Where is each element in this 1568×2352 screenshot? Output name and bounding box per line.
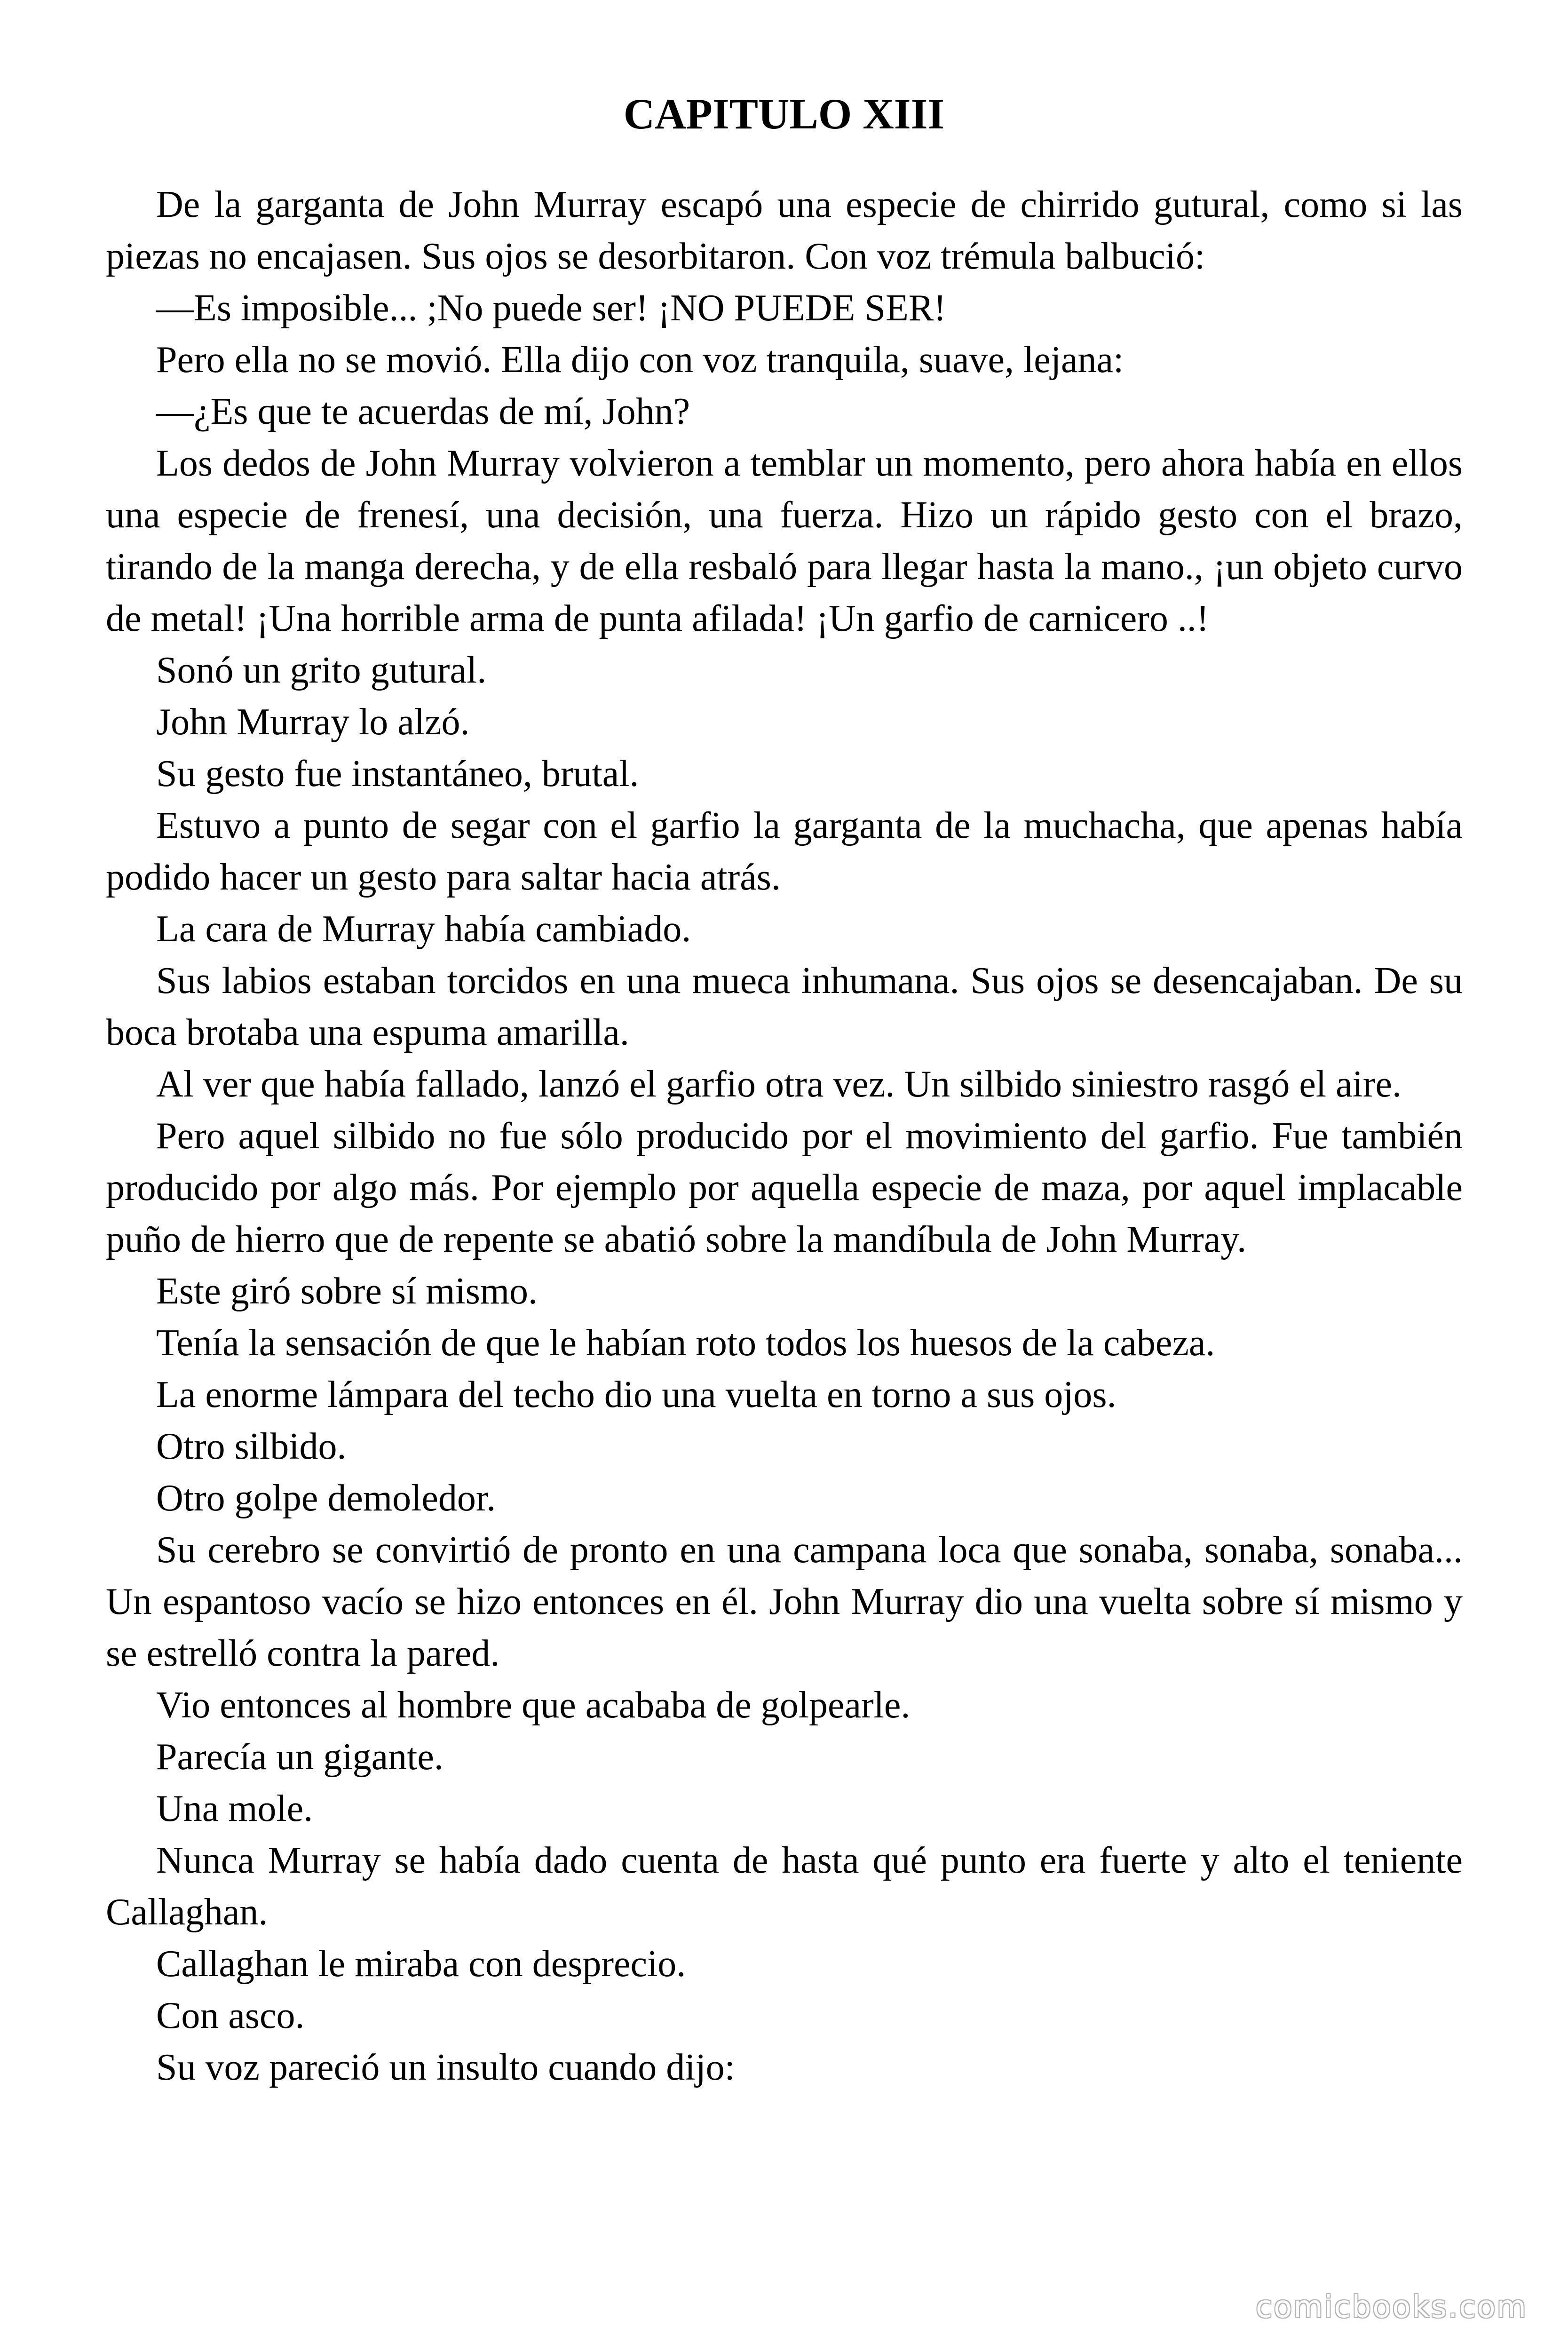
- paragraph: Parecía un gigante.: [156, 1736, 443, 1778]
- paragraph: Con asco.: [156, 1995, 305, 2036]
- paragraph: Los dedos de John Murray volvieron a temblar un momento, pero ahora había en ellos una especie de frenesí, una decisión, una fuerza. Hizo un rápido gesto con el brazo, tirando de la manga derecha, y de ella resbaló para llegar hasta la mano., ¡un objeto curvo de metal! ¡Una horrible arma de punta afilada! ¡Un garfio de carnicero ..!: [106, 443, 1463, 639]
- paragraph: La cara de Murray había cambiado.: [156, 908, 691, 950]
- paragraph: Estuvo a punto de segar con el garfio la garganta de la muchacha, que apenas había podido hacer un gesto para saltar hacia atrás.: [106, 805, 1463, 898]
- paragraph: Pero aquel silbido no fue sólo producido por el movimiento del garfio. Fue también producido por algo más. Por ejemplo por aquella especie de maza, por aquel implacable puño de hierro que de repente se abatió sobre la mandíbula de John Murray.: [106, 1115, 1463, 1260]
- paragraph: Callaghan le miraba con desprecio.: [156, 1943, 686, 1985]
- paragraph: De la garganta de John Murray escapó una especie de chirrido gutural, como si las piezas no encajasen. Sus ojos se desorbitaron. Con voz trémula balbució:: [106, 184, 1463, 277]
- paragraph: Pero ella no se movió. Ella dijo con voz tranquila, suave, lejana:: [156, 339, 1124, 381]
- paragraph: Este giró sobre sí mismo.: [156, 1271, 538, 1312]
- watermark: comicbooks.com: [1255, 2290, 1528, 2325]
- body-text: [106, 179, 1463, 2093]
- paragraph: Sus labios estaban torcidos en una mueca inhumana. Sus ojos se desencajaban. De su boca brotaba una espuma amarilla.: [106, 960, 1463, 1053]
- paragraph: Su voz pareció un insulto cuando dijo:: [156, 2047, 735, 2088]
- paragraph: —Es imposible... ;No puede ser! ¡NO PUEDE SER!: [156, 287, 946, 329]
- paragraph: Su gesto fue instantáneo, brutal.: [156, 753, 639, 795]
- paragraph: Una mole.: [156, 1788, 313, 1829]
- paragraph: Al ver que había fallado, lanzó el garfio otra vez. Un silbido siniestro rasgó el aire.: [156, 1064, 1402, 1105]
- paragraph: John Murray lo alzó.: [156, 701, 470, 743]
- paragraph: —¿Es que te acuerdas de mí, John?: [156, 391, 690, 432]
- paragraph: Vio entonces al hombre que acababa de golpearle.: [156, 1685, 911, 1726]
- paragraph: La enorme lámpara del techo dio una vuelta en torno a sus ojos.: [156, 1374, 1117, 1415]
- paragraph: Otro golpe demoledor.: [156, 1478, 496, 1519]
- paragraph: Sonó un grito gutural.: [156, 650, 487, 691]
- paragraph: Otro silbido.: [156, 1426, 347, 1467]
- paragraph: Su cerebro se convirtió de pronto en una campana loca que sonaba, sonaba, sonaba... Un espantoso vacío se hizo entonces en él. John Murray dio una vuelta sobre sí mismo y se estrelló contra la pared.: [106, 1529, 1463, 1674]
- chapter-title: CAPITULO XIII: [623, 89, 945, 138]
- paragraph: Tenía la sensación de que le habían roto todos los huesos de la cabeza.: [156, 1322, 1215, 1364]
- paragraph: Nunca Murray se había dado cuenta de hasta qué punto era fuerte y alto el teniente Callaghan.: [106, 1840, 1463, 1933]
